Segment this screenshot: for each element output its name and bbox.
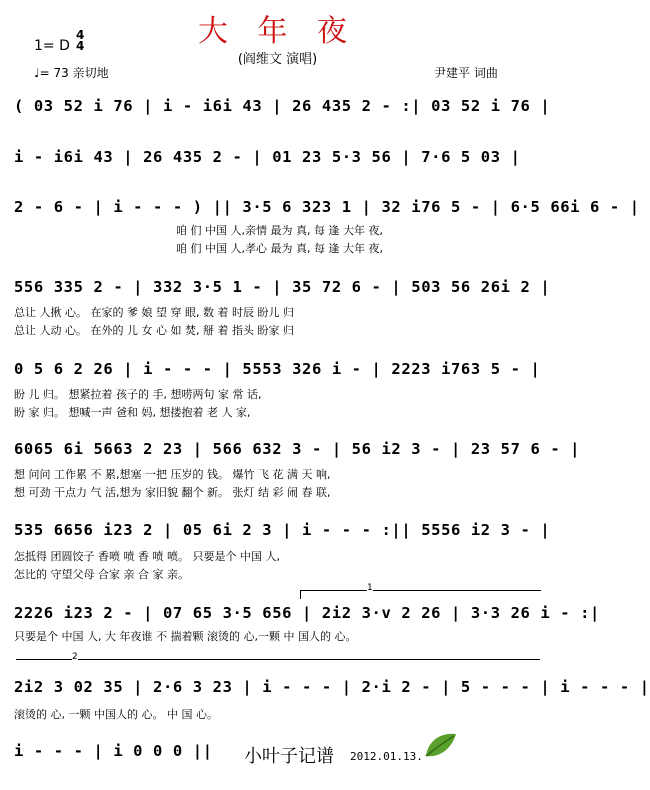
author-credit: 尹建平 词曲	[434, 66, 498, 80]
lyric-row-5-verse-1: 盼 儿 归。 想紧拉着 孩子的 手, 想唠两句 家 常 话,	[14, 388, 262, 401]
tempo-marking: ♩= 73 亲切地	[34, 66, 109, 80]
first-ending-bracket	[300, 583, 541, 599]
time-signature	[76, 30, 84, 52]
music-row-5: 0 5 6 2 26 | i - - - | 5553 326 i - | 2223 i763 5 - |	[14, 360, 541, 378]
lyric-row-9: 滚烫的 心, 一颗 中国人的 心。 中 国 心。	[14, 708, 218, 721]
music-row-1: ( 03 52 i 76 | i - i6i 43 | 26 435 2 - :| 03 52 i 76 |	[14, 97, 551, 115]
music-row-3: 2 - 6 - | i - - - ) || 3·5 6 323 1 | 32 i76 5 - | 6·5 66i 6 - |	[14, 198, 640, 216]
leaf-icon	[422, 730, 458, 760]
lyric-row-3-verse-2: 咱 们 中国 人,孝心 最为 真, 每 逢 大年 夜,	[176, 242, 383, 255]
second-ending-number: 2	[72, 652, 78, 662]
lyric-row-8: 只要是个 中国 人, 大 年夜谁 不 揣着颗 滚烫的 心,一颗 中 国人的 心。	[14, 630, 357, 643]
lyric-row-7-verse-1: 怎抵得 团圆饺子 香喷 喷 香 喷 喷。 只要是个 中国 人,	[14, 550, 280, 563]
song-title: 大 年 夜	[197, 14, 358, 49]
music-row-9: 2i2 3 02 35 | 2·6 3 23 | i - - - | 2·i 2 - | 5 - - - | i - - - |	[14, 678, 650, 696]
second-ending-bracket	[16, 652, 540, 668]
music-row-8: 2226 i23 2 - | 07 65 3·5 656 | 2i2 3·v 2 26 | 3·3 26 i - :|	[14, 604, 600, 622]
music-row-7: 535 6656 i23 2 | 05 6i 2 3 | i - - - :|| 5556 i2 3 - |	[14, 521, 551, 539]
key-signature: 1= D	[34, 38, 70, 54]
lyric-row-6-verse-2: 想 可劲 干点力 气 活,想为 家旧貌 翻个 新。 张灯 结 彩 闹 春 联,	[14, 486, 331, 499]
lyric-row-4-verse-2: 总让 人动 心。 在外的 儿 女 心 如 焚, 掰 着 指头 盼家 归	[14, 324, 294, 337]
transcription-date: 2012.01.13.	[350, 750, 423, 763]
time-signature-numerator: 4	[76, 28, 85, 42]
first-ending-number: 1	[367, 583, 373, 593]
singer-credit: (阎维文 演唱)	[237, 52, 318, 67]
time-signature-denominator: 4	[76, 39, 85, 53]
music-row-4: 556 335 2 - | 332 3·5 1 - | 35 72 6 - | 503 56 26i 2 |	[14, 278, 551, 296]
lyric-row-7-verse-2: 怎比的 守望父母 合家 亲 合 家 亲。	[14, 568, 189, 581]
transcriber-signature: 小叶子记谱	[244, 746, 334, 767]
lyric-row-4-verse-1: 总让 人揪 心。 在家的 爹 娘 望 穿 眼, 数 着 时辰 盼儿 归	[14, 306, 294, 319]
music-row-10: i - - - | i 0 0 0 ||	[14, 742, 213, 760]
lyric-row-6-verse-1: 想 问问 工作累 不 累,想塞 一把 压岁的 钱。 爆竹 飞 花 满 天 响,	[14, 468, 331, 481]
music-row-6: 6065 6i 5663 2 23 | 566 632 3 - | 56 i2 3 - | 23 57 6 - |	[14, 440, 581, 458]
music-row-2: i - i6i 43 | 26 435 2 - | 01 23 5·3 56 | 7·6 5 03 |	[14, 148, 521, 166]
lyric-row-3-verse-1: 咱 们 中国 人,亲情 最为 真, 每 逢 大年 夜,	[176, 224, 383, 237]
lyric-row-5-verse-2: 盼 家 归。 想喊一声 爸和 妈, 想搂抱着 老 人 家,	[14, 406, 251, 419]
